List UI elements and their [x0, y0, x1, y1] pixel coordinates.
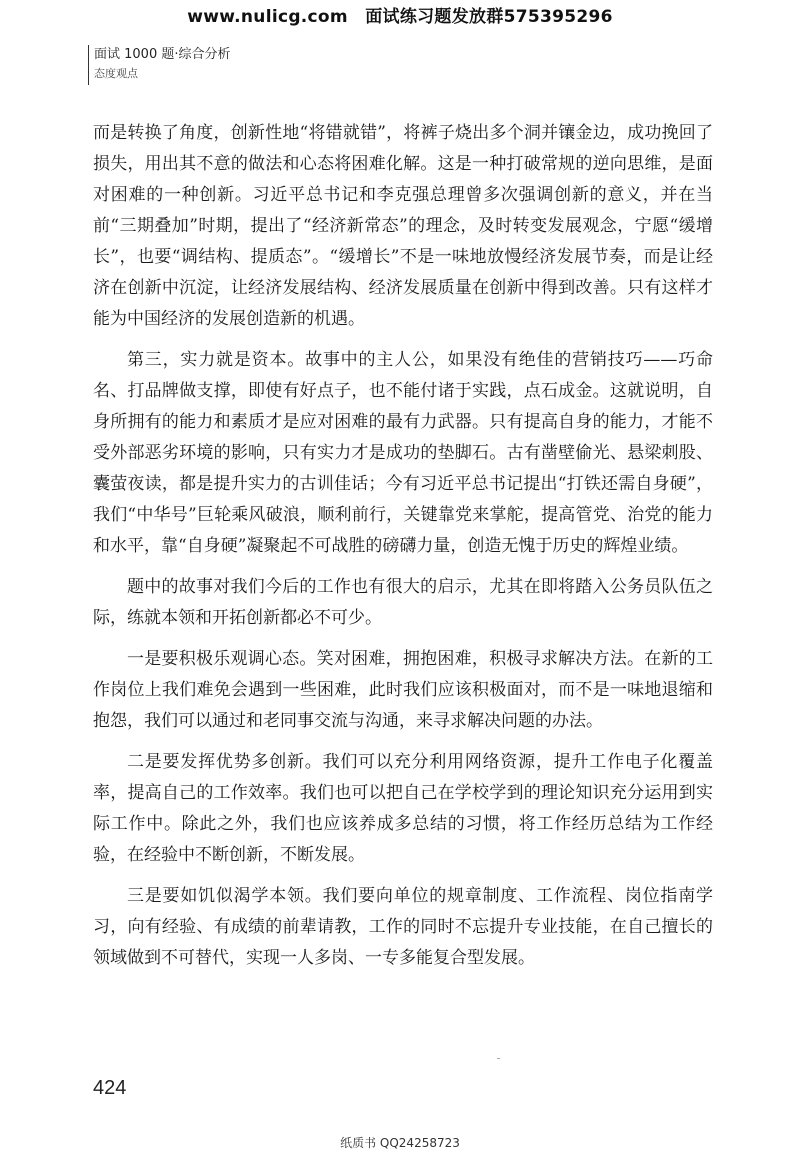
header-rule [88, 45, 89, 85]
book-title: 面试 1000 题·综合分析 [94, 47, 231, 62]
scan-dot [497, 1058, 500, 1059]
paragraph-innovation: 二是要发挥优势多创新。我们可以充分利用网络资源，提升工作电子化覆盖率，提高自己的工作效率。我们也可以把自己在学校学到的理论知识充分运用到实际工作中。除此之外，我们也应该养成多总结的习惯，将工作经历总结为工作经验，在经验中不断创新，不断发展。 [93, 752, 713, 865]
section-title: 态度观点 [94, 67, 138, 80]
paragraph-third-point: 第三，实力就是资本。故事中的主人公，如果没有绝佳的营销技巧——巧命名、打品牌做支撑，即使有好点子，也不能付诸于实践，点石成金。这就说明，自身所拥有的能力和素质才是应对困难的最有力武器。只有提高自身的能力，才能不受外部恶劣环境的影响，只有实力才是成功的垫脚石。古有凿壁偷光、悬梁刺股、囊萤夜读，都是提升实力的古训佳话；今有习近平总书记提出“打铁还需自身硬”，我们“中华号”巨轮乘风破浪，顺利前行，关键靠党来掌舵，提高管党、治党的能力和水平，靠“自身硬”凝聚起不可战胜的磅礴力量，创造无愧于历史的辉煌业绩。 [93, 350, 713, 556]
page-number: 424 [93, 1077, 127, 1099]
paragraph-inspiration: 题中的故事对我们今后的工作也有很大的启示，尤其在即将踏入公务员队伍之际，练就本领和开拓创新都必不可少。 [93, 577, 713, 628]
paragraph-attitude: 一是要积极乐观调心态。笑对困难，拥抱困难，积极寻求解决方法。在新的工作岗位上我们难免会遇到一些困难，此时我们应该积极面对，而不是一味地退缩和抱怨，我们可以通过和老同事交流与沟通，来寻求解决问题的办法。 [93, 649, 713, 731]
running-header [88, 45, 230, 83]
body-text [93, 118, 713, 984]
top-watermark: www.nulicg.com 面试练习题发放群575395296 [187, 7, 613, 27]
paragraph-continuation: 而是转换了角度，创新性地“将错就错”，将裤子烧出多个洞并镶金边，成功挽回了损失，用出其不意的做法和心态将困难化解。这是一种打破常规的逆向思维，是面对困难的一种创新。习近平总书记和李克强总理曾多次强调创新的意义，并在当前“三期叠加”时期，提出了“经济新常态”的理念，及时转变发展观念，宁愿“缓增长”，也要“调结构、提质态”。“缓增长”不是一味地放慢经济发展节奏，而是让经济在创新中沉淀，让经济发展结构、经济发展质量在创新中得到改善。只有这样才能为中国经济的发展创造新的机遇。 [93, 123, 713, 329]
footer-watermark: 纸质书 QQ24258723 [340, 1136, 460, 1150]
paragraph-learning: 三是要如饥似渴学本领。我们要向单位的规章制度、工作流程、岗位指南学习，向有经验、有成绩的前辈请教，工作的同时不忘提升专业技能，在自己擅长的领域做到不可替代，实现一人多岗、一专多能复合型发展。 [93, 886, 713, 968]
